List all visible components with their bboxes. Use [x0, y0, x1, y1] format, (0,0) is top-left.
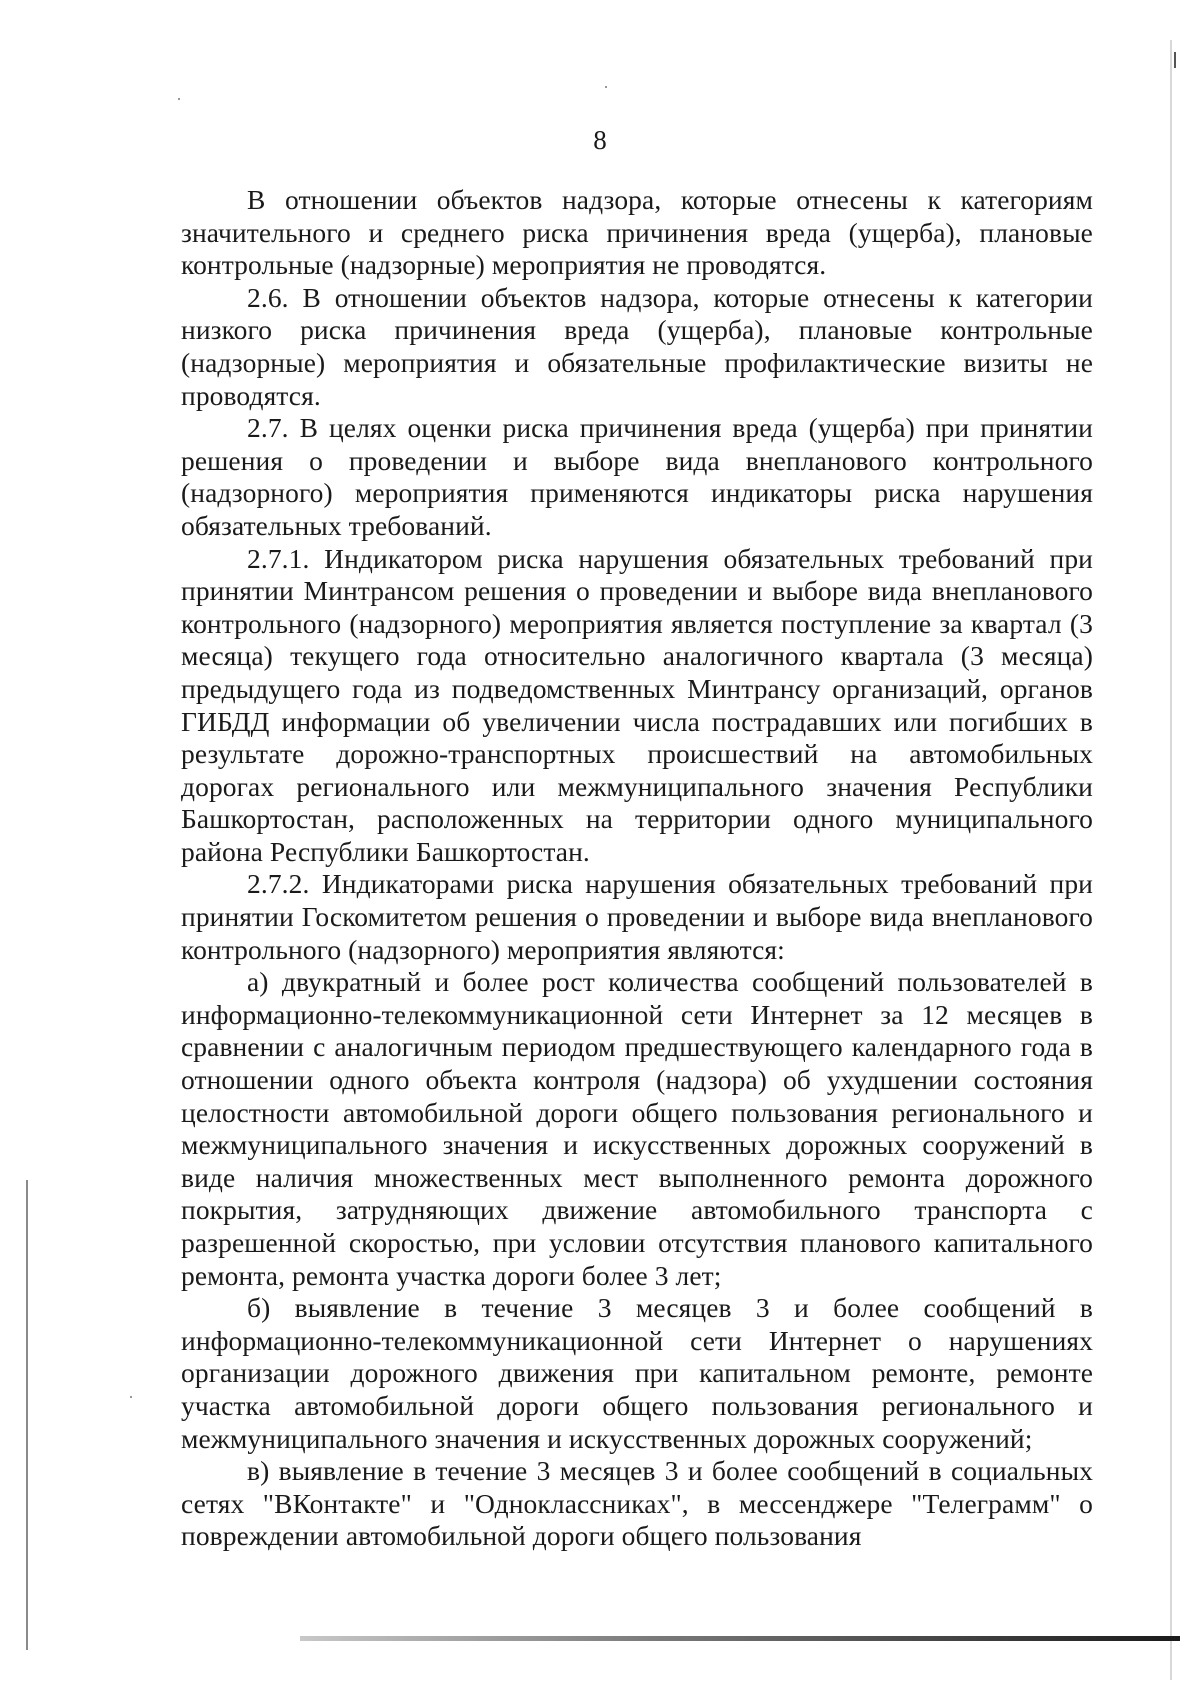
footer-rule: [300, 1636, 1180, 1641]
paragraph-2-7-1: 2.7.1. Индикатором риска нарушения обязательных требований при принятии Минтрансом решения о проведении и выборе вида внепланового контрольного (надзорного) мероприятия является поступление за квартал (3 месяца) текущего года относительно аналогичного квартала (3 месяца) предыдущего года из подведомственных Минтрансу организаций, органов ГИБДД информации об увеличении числа пострадавших или погибших в результате дорожно-транспортных происшествий на автомобильных дорогах регионального или межмуниципального значения Республики Башкортостан, расположенных на территории одного муниципального района Республики Башкортостан.: [181, 542, 1093, 867]
scan-right-edge: [1170, 40, 1172, 1680]
scan-speck: [178, 98, 180, 100]
scan-left-edge: [26, 1180, 28, 1650]
paragraph-2-7: 2.7. В целях оценки риска причинения вреда (ущерба) при принятии решения о проведении и выборе вида внепланового контрольного (надзорного) мероприятия применяются индикаторы риска нарушения обязательных требований.: [181, 412, 1093, 541]
paragraph-2-7-2: 2.7.2. Индикаторами риска нарушения обязательных требований при принятии Госкомитетом решения о проведении и выборе вида внепланового контрольного (надзорного) мероприятия являются:: [181, 868, 1093, 965]
paragraph-2-6: 2.6. В отношении объектов надзора, которые отнесены к категории низкого риска причинения вреда (ущерба), плановые контрольные (надзорные) мероприятия и обязательные профилактические визиты не проводятся.: [181, 281, 1093, 411]
scan-right-mark: [1174, 52, 1176, 68]
list-item-a: а) двукратный и более рост количества сообщений пользователей в информационно-телекоммуникационной сети Интернет за 12 месяцев в сравнении с аналогичным периодом предшествующего календарного года в отношении одного объекта контроля (надзора) об ухудшении состояния целостности автомобильной дороги общего пользования регионального и межмуниципального значения и искусственных дорожных сооружений в виде наличия множественных мест выполненного ремонта дорожного покрытия, затрудняющих движение автомобильного транспорта с разрешенной скоростью, при условии отсутствия планового капитального ремонта, ремонта участка дороги более 3 лет;: [181, 966, 1093, 1291]
paragraph-risk-categories: В отношении объектов надзора, которые отнесены к категориям значительного и среднего риска причинения вреда (ущерба), плановые контрольные (надзорные) мероприятия не проводятся.: [181, 184, 1093, 281]
scan-speck: [130, 1396, 132, 1398]
list-item-v: в) выявление в течение 3 месяцев 3 и более сообщений в социальных сетях "ВКонтакте" и "Одноклассниках", в мессенджере "Телеграмм" о повреждении автомобильной дороги общего пользования: [181, 1455, 1093, 1552]
scan-speck: [605, 86, 607, 88]
page-number: 8: [593, 125, 607, 155]
list-item-b: б) выявление в течение 3 месяцев 3 и более сообщений в информационно-телекоммуникационной сети Интернет о нарушениях организации дорожного движения при капитальном ремонте, ремонте участка автомобильной дороги общего пользования регионального и межмуниципального значения и искусственных дорожных сооружений;: [181, 1292, 1093, 1454]
document-body: [181, 184, 1093, 1553]
